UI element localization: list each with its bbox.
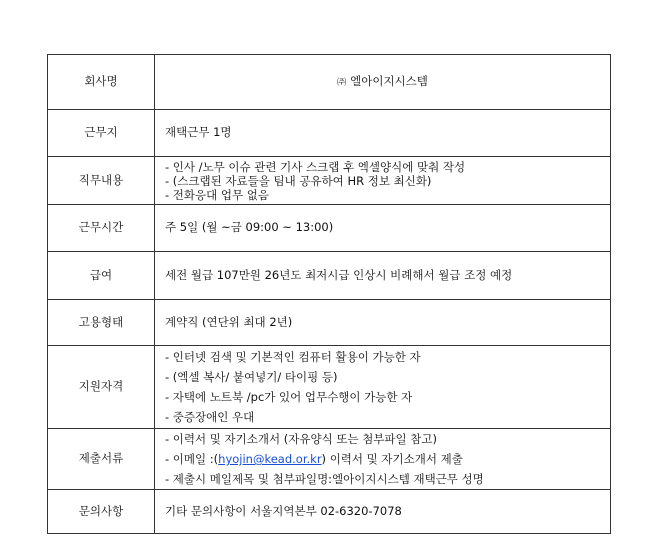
row-job-description [48, 157, 611, 205]
value-work-location: 재택근무 1명 [155, 110, 611, 157]
value-job-description [155, 157, 611, 205]
company-name: 엘아이지시스템 [350, 74, 428, 89]
row-work-location [48, 110, 611, 157]
label-employment-type: 고용형태 [48, 300, 155, 346]
value-work-hours: 주 5일 (월 ~금 09:00 ~ 13:00) [155, 205, 611, 252]
job-description-line: - 전화응대 업무 없음 [165, 187, 269, 202]
label-job-description: 직무내용 [48, 157, 155, 205]
qualification-line: - 인터넷 검색 및 기본적인 컴퓨터 활용이 가능한 자 [165, 350, 421, 364]
email-prefix: - 이메일 :( [165, 452, 219, 466]
documents-line: - 제출시 메일제목 및 첨부파일명:엘아이지시스템 재택근무 성명 [165, 472, 484, 486]
label-inquiry: 문의사항 [48, 490, 155, 534]
corp-mark: ㈜ [337, 78, 347, 89]
job-description-line: - 인사 /노무 이슈 관련 기사 스크랩 후 엑셀양식에 맞춰 작성 [165, 159, 466, 174]
email-link[interactable]: hyojin@kead.or.kr [218, 452, 322, 466]
row-work-hours [48, 205, 611, 252]
job-description-line: - (스크랩된 자료들을 팀내 공유하여 HR 정보 최신화) [165, 173, 432, 188]
value-salary: 세전 월급 107만원 26년도 최저시급 인상시 비례해서 월급 조정 예정 [155, 252, 611, 300]
value-documents [155, 429, 611, 490]
label-work-location: 근무지 [48, 110, 155, 157]
documents-line: - 이력서 및 자기소개서 (자유양식 또는 첨부파일 참고) [165, 432, 437, 446]
label-documents: 제출서류 [48, 429, 155, 490]
row-salary [48, 252, 611, 300]
value-company [155, 55, 611, 110]
label-salary: 급여 [48, 252, 155, 300]
label-work-hours: 근무시간 [48, 205, 155, 252]
label-qualifications: 지원자격 [48, 346, 155, 429]
label-company: 회사명 [48, 55, 155, 110]
row-inquiry [48, 490, 611, 534]
qualification-line: - 중증장애인 우대 [165, 410, 255, 424]
job-posting-table [47, 54, 611, 534]
qualification-line: - (엑셀 복사/ 붙여넣기/ 타이핑 등) [165, 370, 338, 384]
row-employment-type [48, 300, 611, 346]
row-company [48, 55, 611, 110]
documents-line [165, 449, 610, 469]
value-inquiry: 기타 문의사항이 서울지역본부 02-6320-7078 [155, 490, 611, 534]
email-suffix: ) 이력서 및 자기소개서 제출 [321, 452, 463, 466]
row-qualifications [48, 346, 611, 429]
value-employment-type: 계약직 (연단위 최대 2년) [155, 300, 611, 346]
qualification-line: - 자택에 노트북 /pc가 있어 업무수행이 가능한 자 [165, 390, 413, 404]
row-documents [48, 429, 611, 490]
value-qualifications [155, 346, 611, 429]
